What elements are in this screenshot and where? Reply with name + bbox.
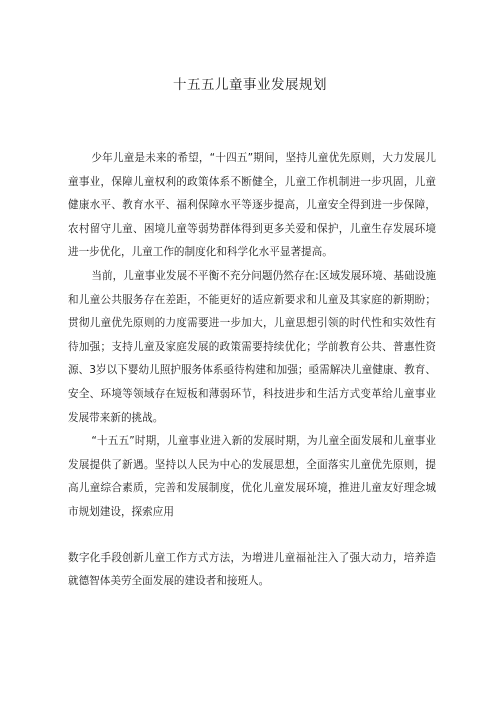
paragraph-new-period: “十五五”时期，儿童事业进入新的发展时期，为儿童全面发展和儿童事业发展提供了新遇。坚持以人民为中心的发展思想，全面落实儿童优先原则，提高儿童综合素质，完善和发展制度，优化儿童发展环境，推进儿童友好理念城市规划建设，探索应用 xyxy=(68,435,436,518)
paragraph-conclusion: 数字化手段创新儿童工作方式方法，为增进儿童福祉注入了强大动力，培养造就德智体美劳全面发展的建设者和接班人。 xyxy=(68,551,436,588)
paragraph-achievements: 少年儿童是未来的希望，“十四五”期间，坚持儿童优先原则，大力发展儿童事业，保障儿童权利的政策体系不断健全，儿童工作机制进一步巩固，儿童健康水平、教育水平、福利保障水平等逐步提高，儿童安全得到进一步保障，农村留守儿童、困境儿童等弱势群体得到更多关爱和保护，儿童生存发展环境进一步优化，儿童工作的制度化和科学化水平显著提高。 xyxy=(68,152,436,259)
page-title: 十五五儿童事业发展规划 xyxy=(173,77,327,93)
paragraph-challenges: 当前，儿童事业发展不平衡不充分问题仍然存在:区域发展环境、基础设施和儿童公共服务存在差距，不能更好的适应新要求和儿童及其家庭的新期盼；贯彻儿童优先原则的力度需要进一步加大，儿童思想引领的时代性和实效性有待加强；支持儿童及家庭发展的政策需要持续优化；学前教育公共、普惠性资源、3岁以下婴幼儿照护服务体系亟待构建和加强；亟需解决儿童健康、教育、安全、环境等领域存在短板和薄弱环节，科技进步和生活方式变革给儿童事业发展带来新的挑战。 xyxy=(68,269,436,424)
document-body xyxy=(68,147,436,594)
